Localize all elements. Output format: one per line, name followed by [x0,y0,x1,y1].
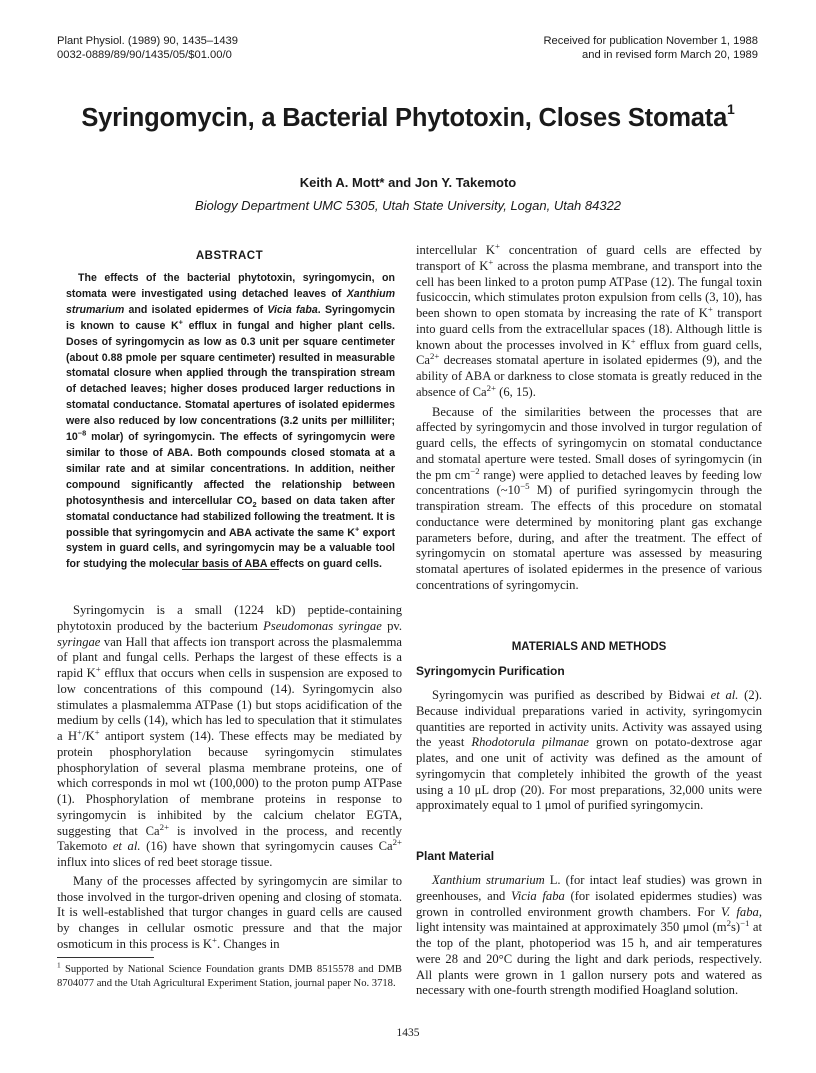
purification-subheading: Syringomycin Purification [416,664,565,678]
paper-title: Syringomycin, a Bacterial Phytotoxin, Closes Stomata$^1$ [81,101,735,132]
paper-affiliation: Biology Department UMC 5305, Utah State University, Logan, Utah 84322 [194,198,622,213]
introduction [57,603,402,953]
intro-paragraph-3: intercellular K+ concentration of guard cells are effected by transport of K+ across the plasma membrane, and transport into the cell has been linked to a proton pump ATPase (12). The fungal toxin fusicoccin, which stimulates proton expulsion from cells (3, 10), has been shown to open stomata by increasing the rate of K+ transport into guard cells from the extracellular spaces (18). Although little is known about the processes involved in K+ efflux from guard cells, $Ca^{2+}$ decreases stomatal aperture in isolated epidermes (9), and the ability of ABA or darkness to close stomata is greatly reduced in the absence of $Ca^{2+}$ (6, 15). [416,240,763,399]
journal-citation: Plant Physiol. (1989) 90, 1435–1439 [57,35,238,47]
page-number: 1435 [396,1027,420,1039]
intro-paragraph-1: Syringomycin is a small (1224 kD) peptide-containing phytotoxin produced by the bacterium Pseudomonas syringae pv. syringae van Hall that affects ion transport across the plasmalemma of plant and fungal cells. Perhaps the largest of these effects is a rapid K+ efflux that occurs when cells in suspension are exposed to low concentrations of this compound (14). Syringomycin also stimulates a plasmalemma ATPase (1) but stops acidification of the medium by cells (14), which has led to speculation that it stimulates a H+/K+ antiport system (14). These effects may be mediated by protein phosphorylation because syringomycin stimulates phosphorylation of several plasma membrane proteins, one of which corresponds in mol wt (100,000) to the proton pump ATPase (1). Phosphorylation of membrane proteins in response to syringomycin is inhibited by the calcium chelator EGTA, suggesting that $Ca^{2+}$ is involved in the process, and recently Takemoto et al. (16) have shown that syringomycin causes $Ca^{2+}$ influx into slices of red beet storage tissue. [57,603,403,869]
introduction-continued [416,240,763,594]
abstract-heading: ABSTRACT [195,250,264,262]
title-footnote-mark: 1 [727,101,735,117]
received-date: Received for publication November 1, 1988 [543,35,758,47]
abstract-text: The effects of the bacterial phytotoxin, syringomycin, on stomata were investigated using detached leaves of Xanthium strumarium and isolated epidermes of Vicia faba. Syringomycin is known to cause K+ efflux in fungal and higher plant cells. Doses of syringomycin as low as 0.3 unit per square centimeter (about 0.88 pmole per square centimeter) resulted in measurable stomatal closure when applied through the transpiration stream of detached leaves; higher doses produced larger reductions in stomatal conductance. Stomatal apertures of isolated epidermes were also reduced by low concentrations (3.2 units per milliliter; $10^{-8}$ molar) of syringomycin. The effects of syringomycin were similar to those of ABA. Both compounds closed stomata at a similar rate and at similar concentrations. In addition, neither compound significantly affected the relationship between photosynthesis and intercellular $CO_2$ based on data taken after stomatal conductance had stabilized following the treatment. It is possible that syringomycin and ABA activate the same K+ export system in guard cells, and syringomycin may be a valuable tool for studying the molecular basis of ABA effects on guard cells. [66,272,396,571]
methods-heading: MATERIALS AND METHODS [511,641,667,653]
footnote-divider [57,957,154,958]
received-header [543,34,758,62]
funding-footnote: $^1$ Supported by National Science Foundation grants DMB 8515578 and DMB 8704077 and the Utah Agricultural Experiment Station, journal paper No. 3718. [57,960,402,989]
plant-material-section [416,873,762,999]
purification-section [416,688,762,814]
plant-material-subheading: Plant Material [416,849,495,863]
plant-material-paragraph: Xanthium strumarium L. (for intact leaf studies) was grown in greenhouses, and Vicia faba (for isolated epidermes studies) was grown in controlled environment growth chambers. For V. faba, light intensity was maintained at approximately 350 μmol $(m^2s)^{-1}$ at the top of the plant, photoperiod was 15 h, and air temperatures were 28 and 20°C during the light and dark periods, respectively. All plants were grown in 1 gallon nursery pots and watered as necessary with one-fourth strength modified Hoagland solution. [416,873,762,998]
abstract-divider [182,569,279,570]
purification-paragraph: Syringomycin was purified as described by Bidwai et al. (2). Because individual preparations varied in activity, syringomycin quantities are reported in activity units. Activity was assayed using the yeast Rhodotorula pilmanae grown on potato-dextrose agar plates, and one unit of activity was defined as the amount of syringomycin that completely inhibited the growth of the yeast using a 10 μL drop (20). For most preparations, 32,000 units were approximately equal to 1 μmol of purified syringomycin. [416,688,763,813]
intro-paragraph-4: Because of the similarities between the processes that are affected by syringomycin and those involved in turgor regulation of guard cells, the effects of syringomycin on stomatal conductance and stomatal aperture were tested. Small doses of syringomycin (in the pm $cm^{-2}$ range) were applied to detached leaves by feeding low concentrations ($\sim 10^{-5}$ M) of purified syringomycin through the transpiration stream. The effects of this procedure on stomatal conductance were determined by monitoring plant gas exchange parameters before, during, and after the treatment. The effect of syringomycin on stomatal aperture was assessed by measuring stomatal apertures of isolated epidermes in the presence of various concentrations of syringomycin. [416,404,762,592]
journal-code: 0032-0889/89/90/1435/05/$01.00/0 [57,49,232,61]
journal-header [57,34,238,62]
revised-date: and in revised form March 20, 1989 [582,49,758,61]
paper-authors: Keith A. Mott* and Jon Y. Takemoto [299,175,517,190]
intro-paragraph-2: Many of the processes affected by syringomycin are similar to those involved in the turgor-driven opening and closing of stomata. It is well-established that turgor changes in guard cells are caused by changes in cellular osmotic pressure and that the major osmoticum in this process is K+. Changes in [57,873,402,951]
